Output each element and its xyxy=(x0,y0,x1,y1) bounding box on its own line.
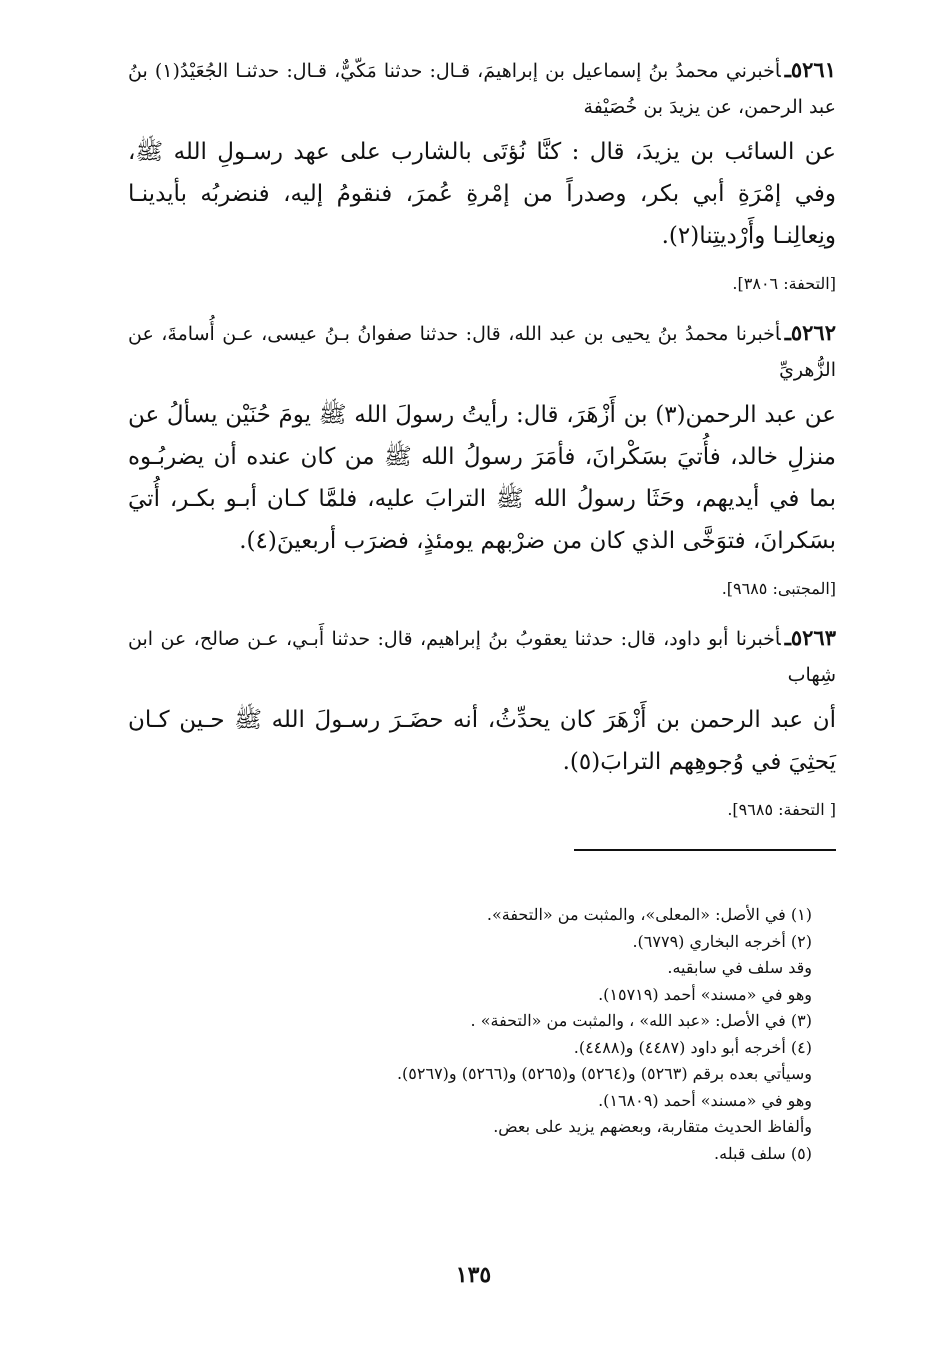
hadith-5263 xyxy=(128,620,836,823)
hadith-matn: عن عبد الرحمن(٣) بن أَزْهَرَ، قال: رأيتُ رسولَ الله ﷺ يومَ حُنَيْن يسألُ عن منزلِ خالد، فأُتيَ بسَكْرانَ، فأمَرَ رسولُ الله ﷺ من كان عنده أن يضربُـوه بما في أيديهم، وحَثَا رسولُ الله ﷺ الترابَ عليه، فلمَّا كـان أبـو بكـر، أُتيَ بسَكرانَ، فتوَخَّى الذي كان من ضرْبهم يومئذٍ، فضرَب أربعينَ(٤). xyxy=(128,402,836,554)
hadith-number: ٥٢٦٣ـ xyxy=(784,625,836,650)
hadith-matn: عن السائب بن يزيدَ، قال : كنَّا نُؤتَى بالشارب على عهد رسـولِ الله ﷺ، وفي إمْرَةِ أبي بكر، وصدراً من إمْرةِ عُمرَ، فنقومُ إليه، فنضربُه بأيدينـا ونِعالِنـا وأَرْديتِنا(٢). xyxy=(128,139,836,249)
footnote-line: وهو في «مسند» أحمد (١٦٨٠٩). xyxy=(598,1090,812,1110)
hadith-chain xyxy=(128,52,836,125)
hadith-number: ٥٢٦٢ـ xyxy=(784,320,836,345)
footnote-line: (٢) أخرجه البخاري (٦٧٧٩). xyxy=(632,931,812,951)
footnotes xyxy=(250,902,812,1167)
page-number: ١٣٥ xyxy=(455,1262,492,1288)
footnote-line: وهو في «مسند» أحمد (١٥٧١٩). xyxy=(598,984,812,1004)
page-body xyxy=(128,52,836,861)
hadith-chain xyxy=(128,315,836,388)
footnote-line: (١) في الأصل: «المعلى»، والمثبت من «التحفة». xyxy=(486,905,812,924)
hadith-5261 xyxy=(128,52,836,297)
chain-text: أخبرنا محمدُ بنُ يحيى بن عبد الله، قال: حدثنا صفوانُ بـنُ عيسى، عـن أُسامةَ، عن الزُّهريِّ xyxy=(128,323,836,381)
chain-text: أخبرني محمدُ بنُ إسماعيل بن إبراهيمَ، قـال: حدثنا مَكّيٌّ، قـال: حدثنـا الجُعَيْدُ(١) بنُ عبد الرحمن، عن يزيدَ بن خُصَيْفة xyxy=(128,60,836,118)
hadith-number: ٥٢٦١ـ xyxy=(784,57,836,82)
hadith-matn: أن عبد الرحمن بن أَزْهَرَ كان يحدِّثُ، أنه حضَـرَ رسـولَ الله ﷺ حـين كـان يَحثِيَ في وُجوهِهم الترابَ(٥). xyxy=(128,707,836,775)
footnote-line: (٤) أخرجه أبو داود (٤٤٨٧) و(٤٤٨٨). xyxy=(573,1037,812,1057)
footnote-line: وقد سلف في سابقيه. xyxy=(667,958,812,977)
hadith-reference: [التحفة: ٣٨٠٦]. xyxy=(732,274,836,293)
footnote-line: وسيأتي بعده برقم (٥٢٦٣) و(٥٢٦٤) و(٥٢٦٥) و(٥٢٦٦) و(٥٢٦٧). xyxy=(396,1064,812,1083)
hadith-reference: [المجتبى: ٩٦٨٥]. xyxy=(721,579,836,598)
hadith-reference: [ التحفة: ٩٦٨٥]. xyxy=(727,800,836,819)
chain-text: أخبرنا أبو داود، قال: حدثنا يعقوبُ بنُ إبراهيم، قال: حدثنا أَبـي، عـن صالح، عن ابن شِهاب xyxy=(128,628,836,686)
footnote-line: (٥) سلف قبله. xyxy=(714,1143,812,1163)
hadith-chain xyxy=(128,620,836,693)
footnote-divider xyxy=(574,849,836,851)
hadith-5262 xyxy=(128,315,836,602)
footnote-line: وألفاظ الحديث متقاربة، وبعضهم يزيد على بعض. xyxy=(493,1117,812,1136)
footnote-line: (٣) في الأصل: «عبد الله» ، والمثبت من «التحفة» . xyxy=(470,1011,812,1030)
